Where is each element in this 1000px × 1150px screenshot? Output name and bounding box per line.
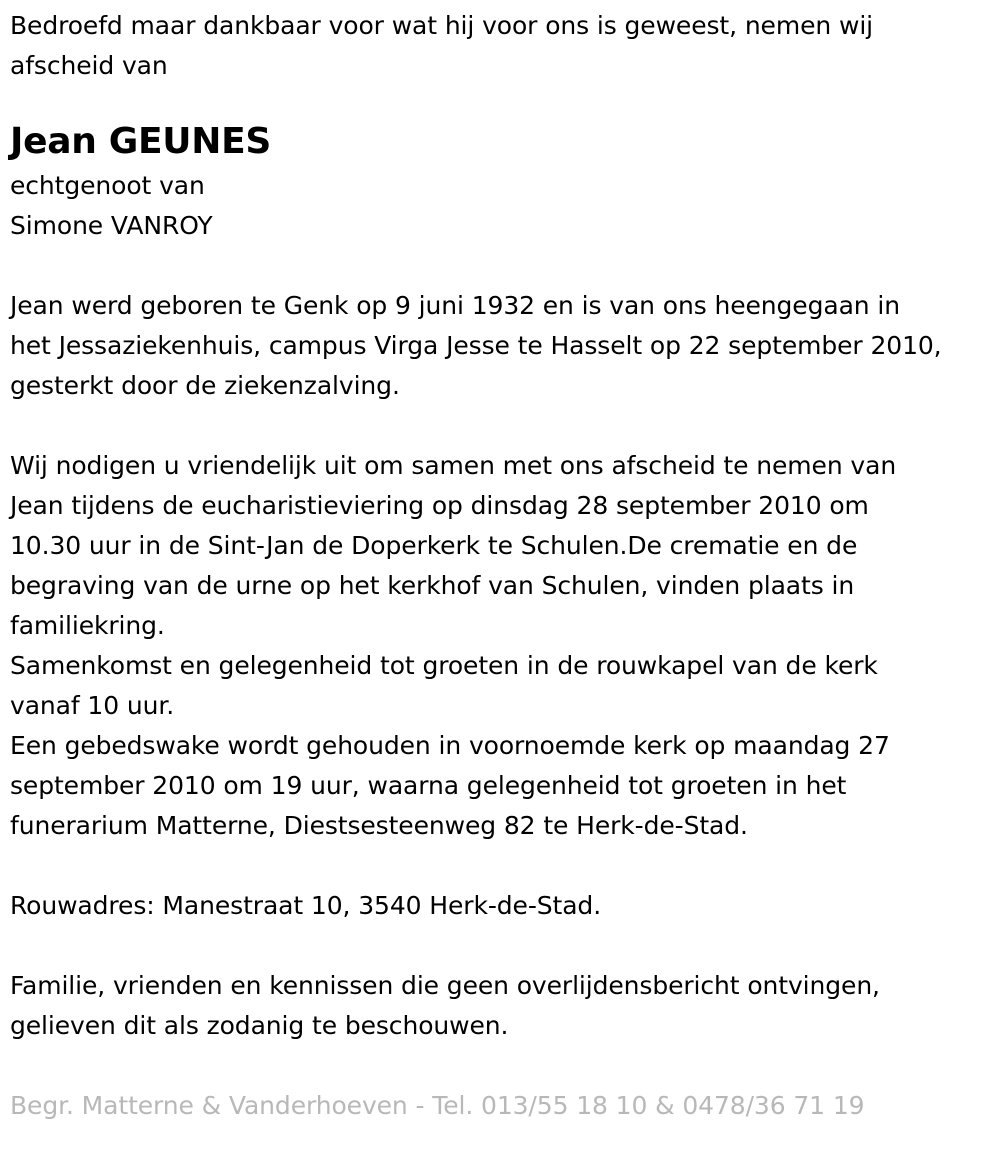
- paragraph-spacer: [10, 846, 995, 886]
- deceased-name: Jean GEUNES: [10, 121, 271, 162]
- spouse-name: Simone VANROY: [10, 211, 213, 240]
- ceremony-line: Samenkomst en gelegenheid tot groeten in de rouwkapel van de kerk: [10, 651, 878, 680]
- ceremony-line: Een gebedswake wordt gehouden in voornoemde kerk op maandag 27: [10, 731, 890, 760]
- birth-death-line: gesterkt door de ziekenzalving.: [10, 371, 400, 400]
- ceremony-line: begraving van de urne op het kerkhof van Schulen, vinden plaats in: [10, 571, 855, 600]
- paragraph-spacer: [10, 926, 995, 966]
- ceremony-line: Jean tijdens de eucharistieviering op dinsdag 28 september 2010 om: [10, 491, 869, 520]
- obituary-notice: [10, 6, 995, 1126]
- notice-line: gelieven dit als zodanig te beschouwen.: [10, 1011, 509, 1040]
- mourning-address: Rouwadres: Manestraat 10, 3540 Herk-de-Stad.: [10, 891, 602, 920]
- birth-death-line: het Jessaziekenhuis, campus Virga Jesse te Hasselt op 22 september 2010,: [10, 331, 942, 360]
- ceremony-line: vanaf 10 uur.: [10, 691, 175, 720]
- spouse-block: [10, 166, 995, 246]
- birth-death-line: Jean werd geboren te Genk op 9 juni 1932 en is van ons heengegaan in: [10, 291, 900, 320]
- intro-paragraph: [10, 6, 995, 86]
- intro-line: Bedroefd maar dankbaar voor wat hij voor ons is geweest, nemen wij: [10, 11, 874, 40]
- ceremony-line: Wij nodigen u vriendelijk uit om samen met ons afscheid te nemen van: [10, 451, 897, 480]
- ceremony-paragraph: [10, 446, 995, 846]
- paragraph-spacer: [10, 406, 995, 446]
- funeral-home-footer: Begr. Matterne & Vanderhoeven - Tel. 013/55 18 10 & 0478/36 71 19: [10, 1091, 865, 1120]
- ceremony-line: september 2010 om 19 uur, waarna gelegenheid tot groeten in het: [10, 771, 847, 800]
- notice-paragraph: [10, 966, 995, 1046]
- paragraph-spacer: [10, 246, 995, 286]
- ceremony-line: familiekring.: [10, 611, 165, 640]
- notice-line: Familie, vrienden en kennissen die geen overlijdensbericht ontvingen,: [10, 971, 880, 1000]
- birth-death-paragraph: [10, 286, 995, 406]
- paragraph-spacer: [10, 1046, 995, 1086]
- ceremony-line: funerarium Matterne, Diestsesteenweg 82 te Herk-de-Stad.: [10, 811, 748, 840]
- spouse-relation: echtgenoot van: [10, 171, 205, 200]
- intro-line: afscheid van: [10, 51, 168, 80]
- ceremony-line: 10.30 uur in de Sint-Jan de Doperkerk te Schulen.De crematie en de: [10, 531, 858, 560]
